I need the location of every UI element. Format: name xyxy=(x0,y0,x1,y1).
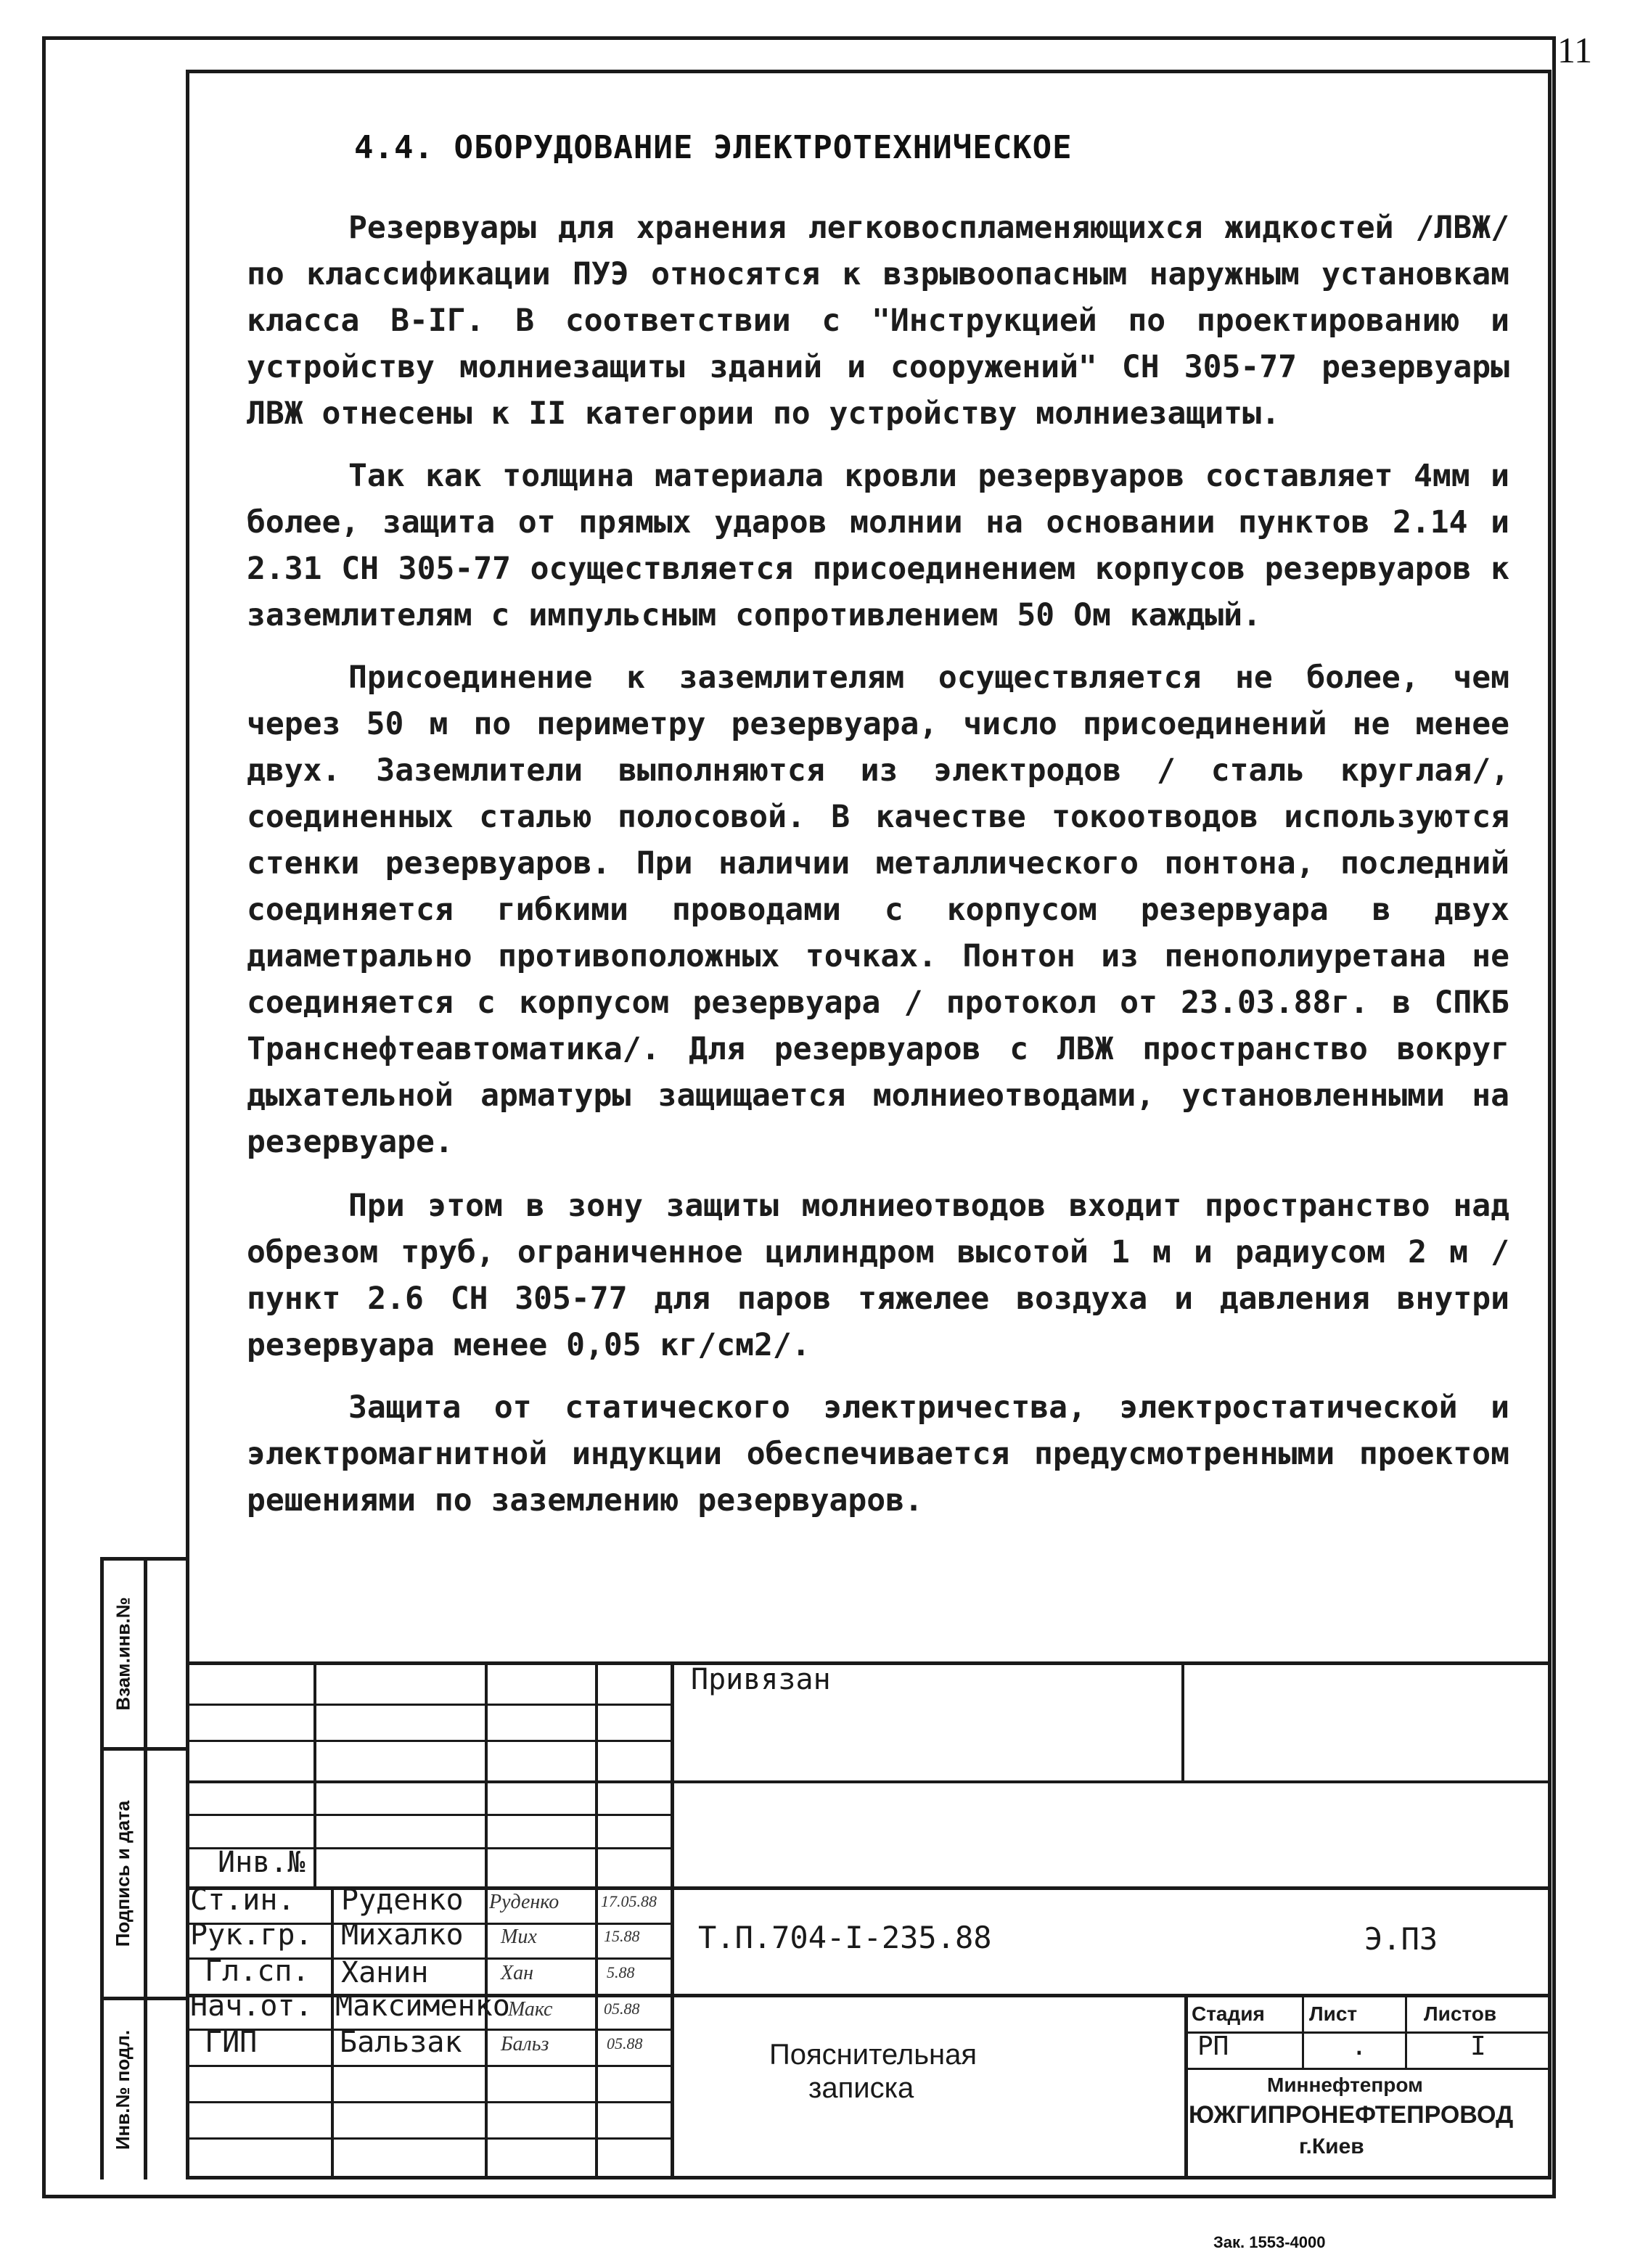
stage-value: РП xyxy=(1197,2031,1229,2061)
stage-label: Стадия xyxy=(1192,2002,1265,2025)
paragraph-5-text: Защита от статического электричества, электростатической и электромагнитной индукции обеспечивается предусмотренными проектом решениями по заземлению резервуаров. xyxy=(247,1389,1509,1519)
paragraph-3 xyxy=(247,654,1509,1165)
name-1: Руденко xyxy=(341,1883,464,1917)
side-label-inv-podl: Инв.№ подл. xyxy=(112,2029,134,2150)
date-2: 15.88 xyxy=(604,1927,640,1945)
sheet-label: Лист xyxy=(1309,2002,1358,2025)
page-number: 11 xyxy=(1557,30,1593,70)
role-5: ГИП xyxy=(205,2026,258,2059)
section-heading: 4.4. ОБОРУДОВАНИЕ ЭЛЕКТРОТЕХНИЧЕСКОЕ xyxy=(354,129,1073,166)
signature-5: Бальз xyxy=(501,2033,549,2055)
signature-2: Мих xyxy=(501,1926,537,1948)
tb-col-line xyxy=(331,1886,334,2179)
side-strip-mid-line xyxy=(144,1557,147,2179)
tb-col-line xyxy=(313,1661,316,1889)
tb-col-line xyxy=(595,1661,598,2179)
date-5: 05.88 xyxy=(607,2034,643,2053)
privyazan-label: Привязан xyxy=(691,1663,831,1696)
paragraph-4 xyxy=(247,1183,1509,1368)
tb-col-line xyxy=(1181,1661,1184,1783)
side-label-vzam: Взам.инв.№ xyxy=(112,1596,134,1711)
tb-stage-line xyxy=(1187,2068,1552,2070)
name-5: Бальзак xyxy=(340,2026,462,2059)
tb-col-line xyxy=(1302,1997,1304,2069)
date-3: 5.88 xyxy=(607,1963,635,1981)
role-3: Гл.сп. xyxy=(205,1955,310,1988)
tb-col-line xyxy=(1405,1997,1407,2069)
tb-col-line xyxy=(485,1661,488,2179)
tb-row-line xyxy=(189,2137,672,2140)
role-2: Рук.гр. xyxy=(190,1918,313,1952)
org-ministry: Миннефтепром xyxy=(1267,2074,1423,2096)
tb-top-line xyxy=(189,1661,1552,1665)
paragraph-2-text: Так как толщина материала кровли резервуаров составляет 4мм и более, защита от прямых ударов молнии на основании пунктов 2.14 и 2.31 СН 305-77 осуществляется присоединением корпусов резервуаров к заземлителям с импульсным сопротивлением 50 Ом каждый. xyxy=(247,458,1509,633)
sheets-label: Листов xyxy=(1424,2002,1497,2025)
document-code: Т.П.704-I-235.88 xyxy=(698,1920,992,1955)
tb-row-line xyxy=(189,1740,672,1742)
tb-stage-line xyxy=(1187,2031,1552,2034)
role-4: Нач.от. xyxy=(190,1989,313,2023)
tb-row-line xyxy=(189,1814,672,1816)
paragraph-1 xyxy=(247,205,1509,437)
paragraph-2 xyxy=(247,453,1509,638)
tb-row-line xyxy=(189,1704,672,1706)
document-mark: Э.ПЗ xyxy=(1364,1921,1438,1957)
org-city: г.Киев xyxy=(1299,2135,1364,2158)
date-4: 05.88 xyxy=(604,2000,640,2018)
tb-row-line xyxy=(189,2065,672,2067)
sheets-value: I xyxy=(1470,2031,1486,2061)
tb-row-line xyxy=(189,2101,672,2103)
tb-col-line xyxy=(1184,1994,1188,2179)
role-1: Ст.ин. xyxy=(190,1883,295,1917)
sheet-value: . xyxy=(1351,2031,1367,2061)
paragraph-1-text: Резервуары для хранения легковоспламеняющихся жидкостей /ЛВЖ/ по классификации ПУЭ относятся к взрывоопасным наружным установкам класса В-IГ. В соответствии с "Инструкцией по проектированию и устройству молниезащиты зданий и сооружений" СН 305-77 резервуары ЛВЖ отнесены к II категории по устройству молниезащиты. xyxy=(247,210,1509,432)
inv-label: Инв.№ xyxy=(218,1846,306,1879)
date-1: 17.05.88 xyxy=(601,1892,657,1910)
tb-col-line xyxy=(671,1661,674,2179)
name-4: Максименко xyxy=(335,1989,510,2023)
print-order-mark: Зак. 1553-4000 xyxy=(1213,2233,1326,2251)
paragraph-5 xyxy=(247,1384,1509,1524)
name-3: Ханин xyxy=(341,1956,429,1989)
side-label-podpis: Подпись и дата xyxy=(112,1800,134,1947)
tb-row-line xyxy=(189,1780,1552,1783)
signature-4: Макс xyxy=(508,1998,553,2021)
title-line-1: Пояснительная xyxy=(769,2039,978,2071)
title-line-2: записка xyxy=(808,2072,914,2104)
org-name: ЮЖГИПРОНЕФТЕПРОВОД xyxy=(1189,2101,1514,2129)
side-strip-outer-line xyxy=(100,1557,104,2179)
signature-3: Хан xyxy=(501,1962,533,1984)
signature-1: Руденко xyxy=(489,1891,560,1913)
name-2: Михалко xyxy=(341,1918,464,1952)
paragraph-3-text: Присоединение к заземлителям осуществляется не более, чем через 50 м по периметру резервуара, число присоединений не менее двух. Заземлители выполняются из электродов / сталь круглая/, соединенных сталью полосовой. В качестве токоотводов используются стенки резервуаров. При наличии металлического понтона, последний соединяется гибкими проводами с корпусом резервуара в двух диаметрально противоположных точках. Понтон из пенополиуретана не соединяется с корпусом резервуара / протокол от 23.03.88г. в СПКБ Транснефтеавтоматика/. Для резервуаров с ЛВЖ пространство вокруг дыхательной арматуры защищается молниеотводами, установленными на резервуаре. xyxy=(247,660,1509,1160)
paragraph-4-text: При этом в зону защиты молниеотводов входит пространство над обрезом труб, ограниченное цилиндром высотой 1 м и радиусом 2 м / пункт 2.6 СН 305-77 для паров тяжелее воздуха и давления внутри резервуара менее 0,05 кг/см2/. xyxy=(247,1188,1509,1363)
